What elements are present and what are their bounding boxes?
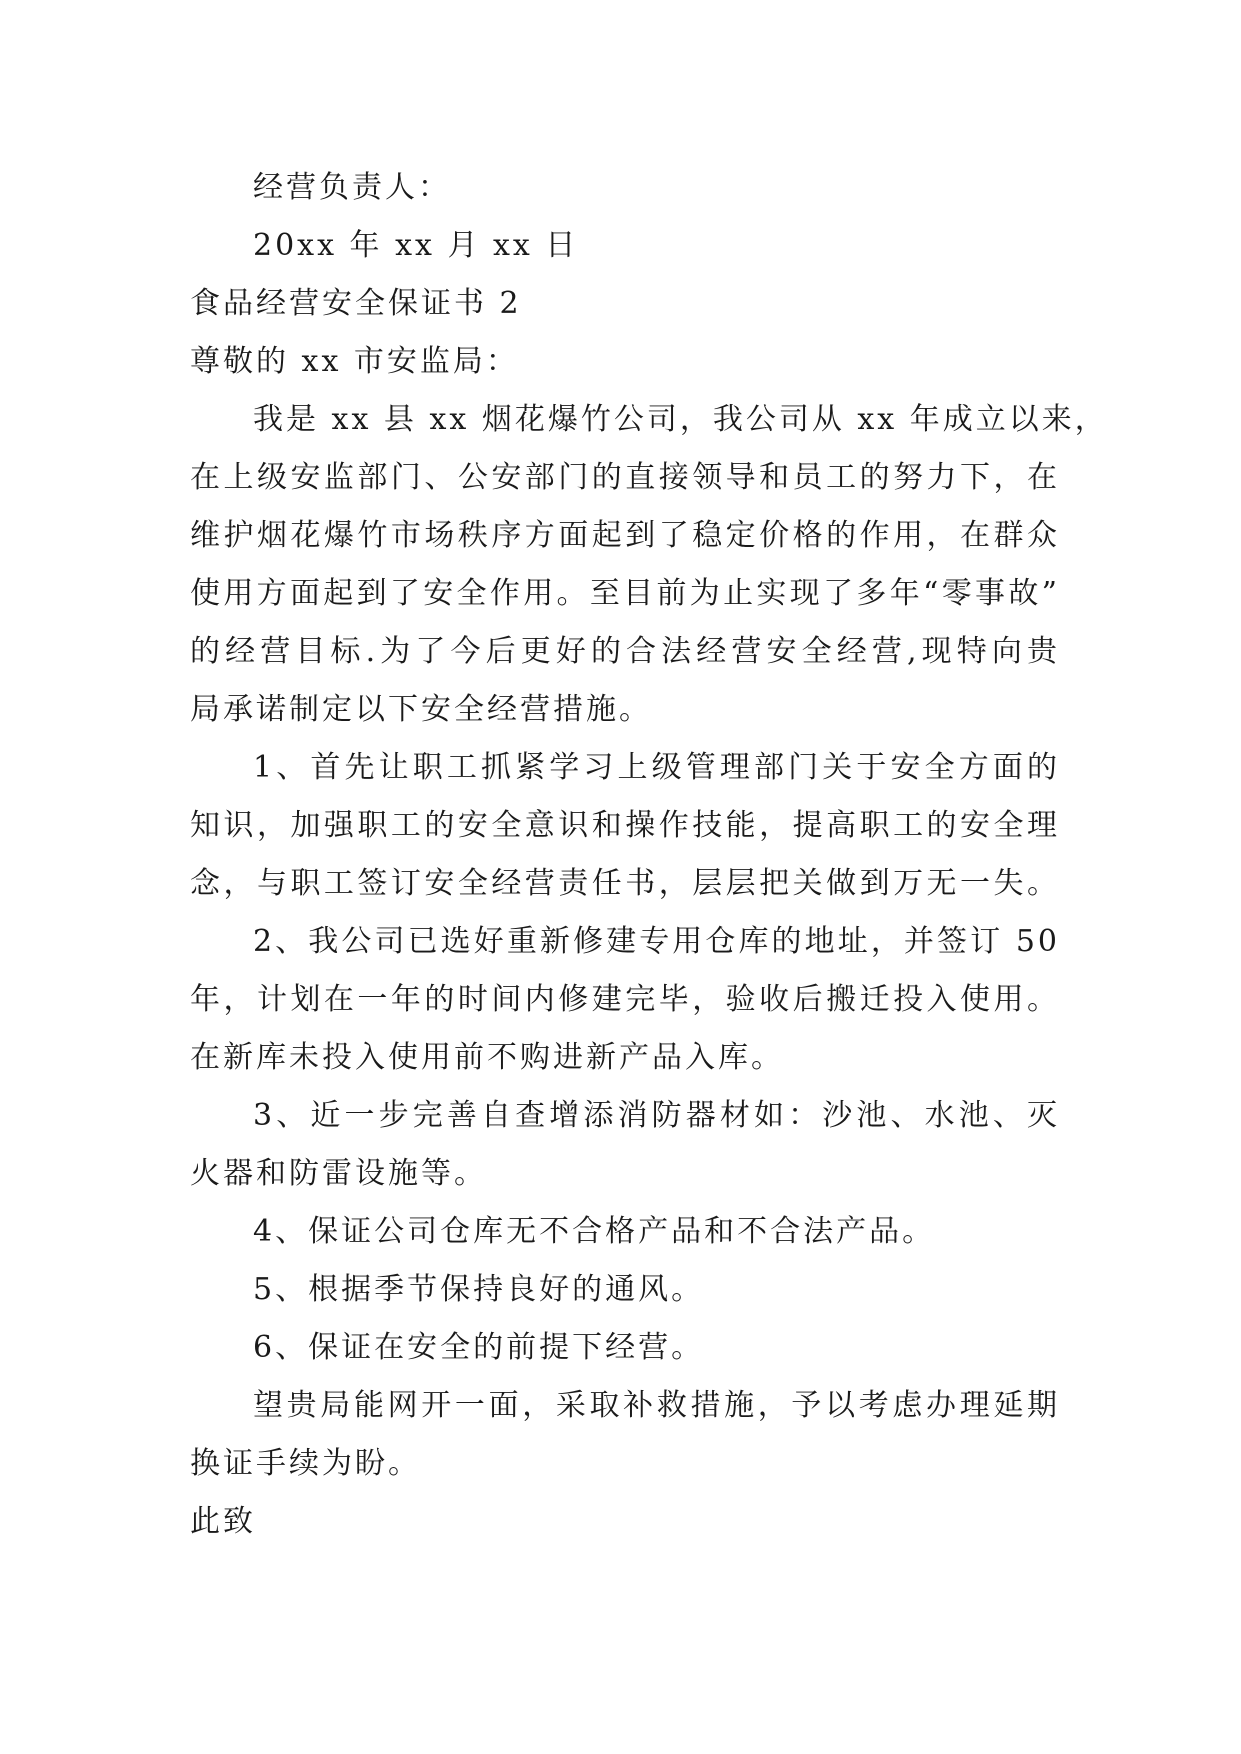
- manager-signature-label: 经营负责人：: [253, 170, 451, 205]
- paragraph-line: 在上级安监部门、公安部门的直接领导和员工的努力下，在: [190, 460, 1060, 495]
- document-title: 食品经营安全保证书 2: [190, 286, 522, 321]
- measure-4-line: 4、保证公司仓库无不合格产品和不合法产品。: [253, 1214, 936, 1249]
- closing-request-line: 换证手续为盼。: [190, 1446, 421, 1481]
- measure-6-line: 6、保证在安全的前提下经营。: [253, 1330, 705, 1365]
- salutation: 尊敬的 xx 市安监局：: [190, 344, 519, 379]
- paragraph-line: 局承诺制定以下安全经营措施。: [190, 692, 652, 727]
- measure-1-line: 知识，加强职工的安全意识和操作技能，提高职工的安全理: [190, 808, 1060, 843]
- date-line: 20xx 年 xx 月 xx 日: [253, 228, 579, 263]
- paragraph-line: 维护烟花爆竹市场秩序方面起到了稳定价格的作用，在群众: [190, 518, 1060, 553]
- paragraph-line: 我是 xx 县 xx 烟花爆竹公司，我公司从 xx 年成立以来，: [253, 402, 1108, 437]
- measure-1-line: 1、首先让职工抓紧学习上级管理部门关于安全方面的: [253, 750, 1060, 785]
- measure-2-line: 在新库未投入使用前不购进新产品入库。: [190, 1040, 784, 1075]
- paragraph-line: 的经营目标.为了今后更好的合法经营安全经营,现特向贵: [190, 634, 1060, 669]
- paragraph-line: 使用方面起到了安全作用。至目前为止实现了多年“零事故”: [190, 576, 1060, 611]
- measure-3-line: 火器和防雷设施等。: [190, 1156, 487, 1191]
- measure-5-line: 5、根据季节保持良好的通风。: [253, 1272, 705, 1307]
- measure-1-line: 念，与职工签订安全经营责任书，层层把关做到万无一失。: [190, 866, 1060, 901]
- measure-3-line: 3、近一步完善自查增添消防器材如：沙池、水池、灭: [253, 1098, 1060, 1133]
- closing-phrase: 此致: [190, 1504, 256, 1539]
- measure-2-line: 年，计划在一年的时间内修建完毕，验收后搬迁投入使用。: [190, 982, 1060, 1017]
- closing-request-line: 望贵局能网开一面，采取补救措施，予以考虑办理延期: [253, 1388, 1060, 1423]
- measure-2-line: 2、我公司已选好重新修建专用仓库的地址，并签订 50: [253, 924, 1060, 959]
